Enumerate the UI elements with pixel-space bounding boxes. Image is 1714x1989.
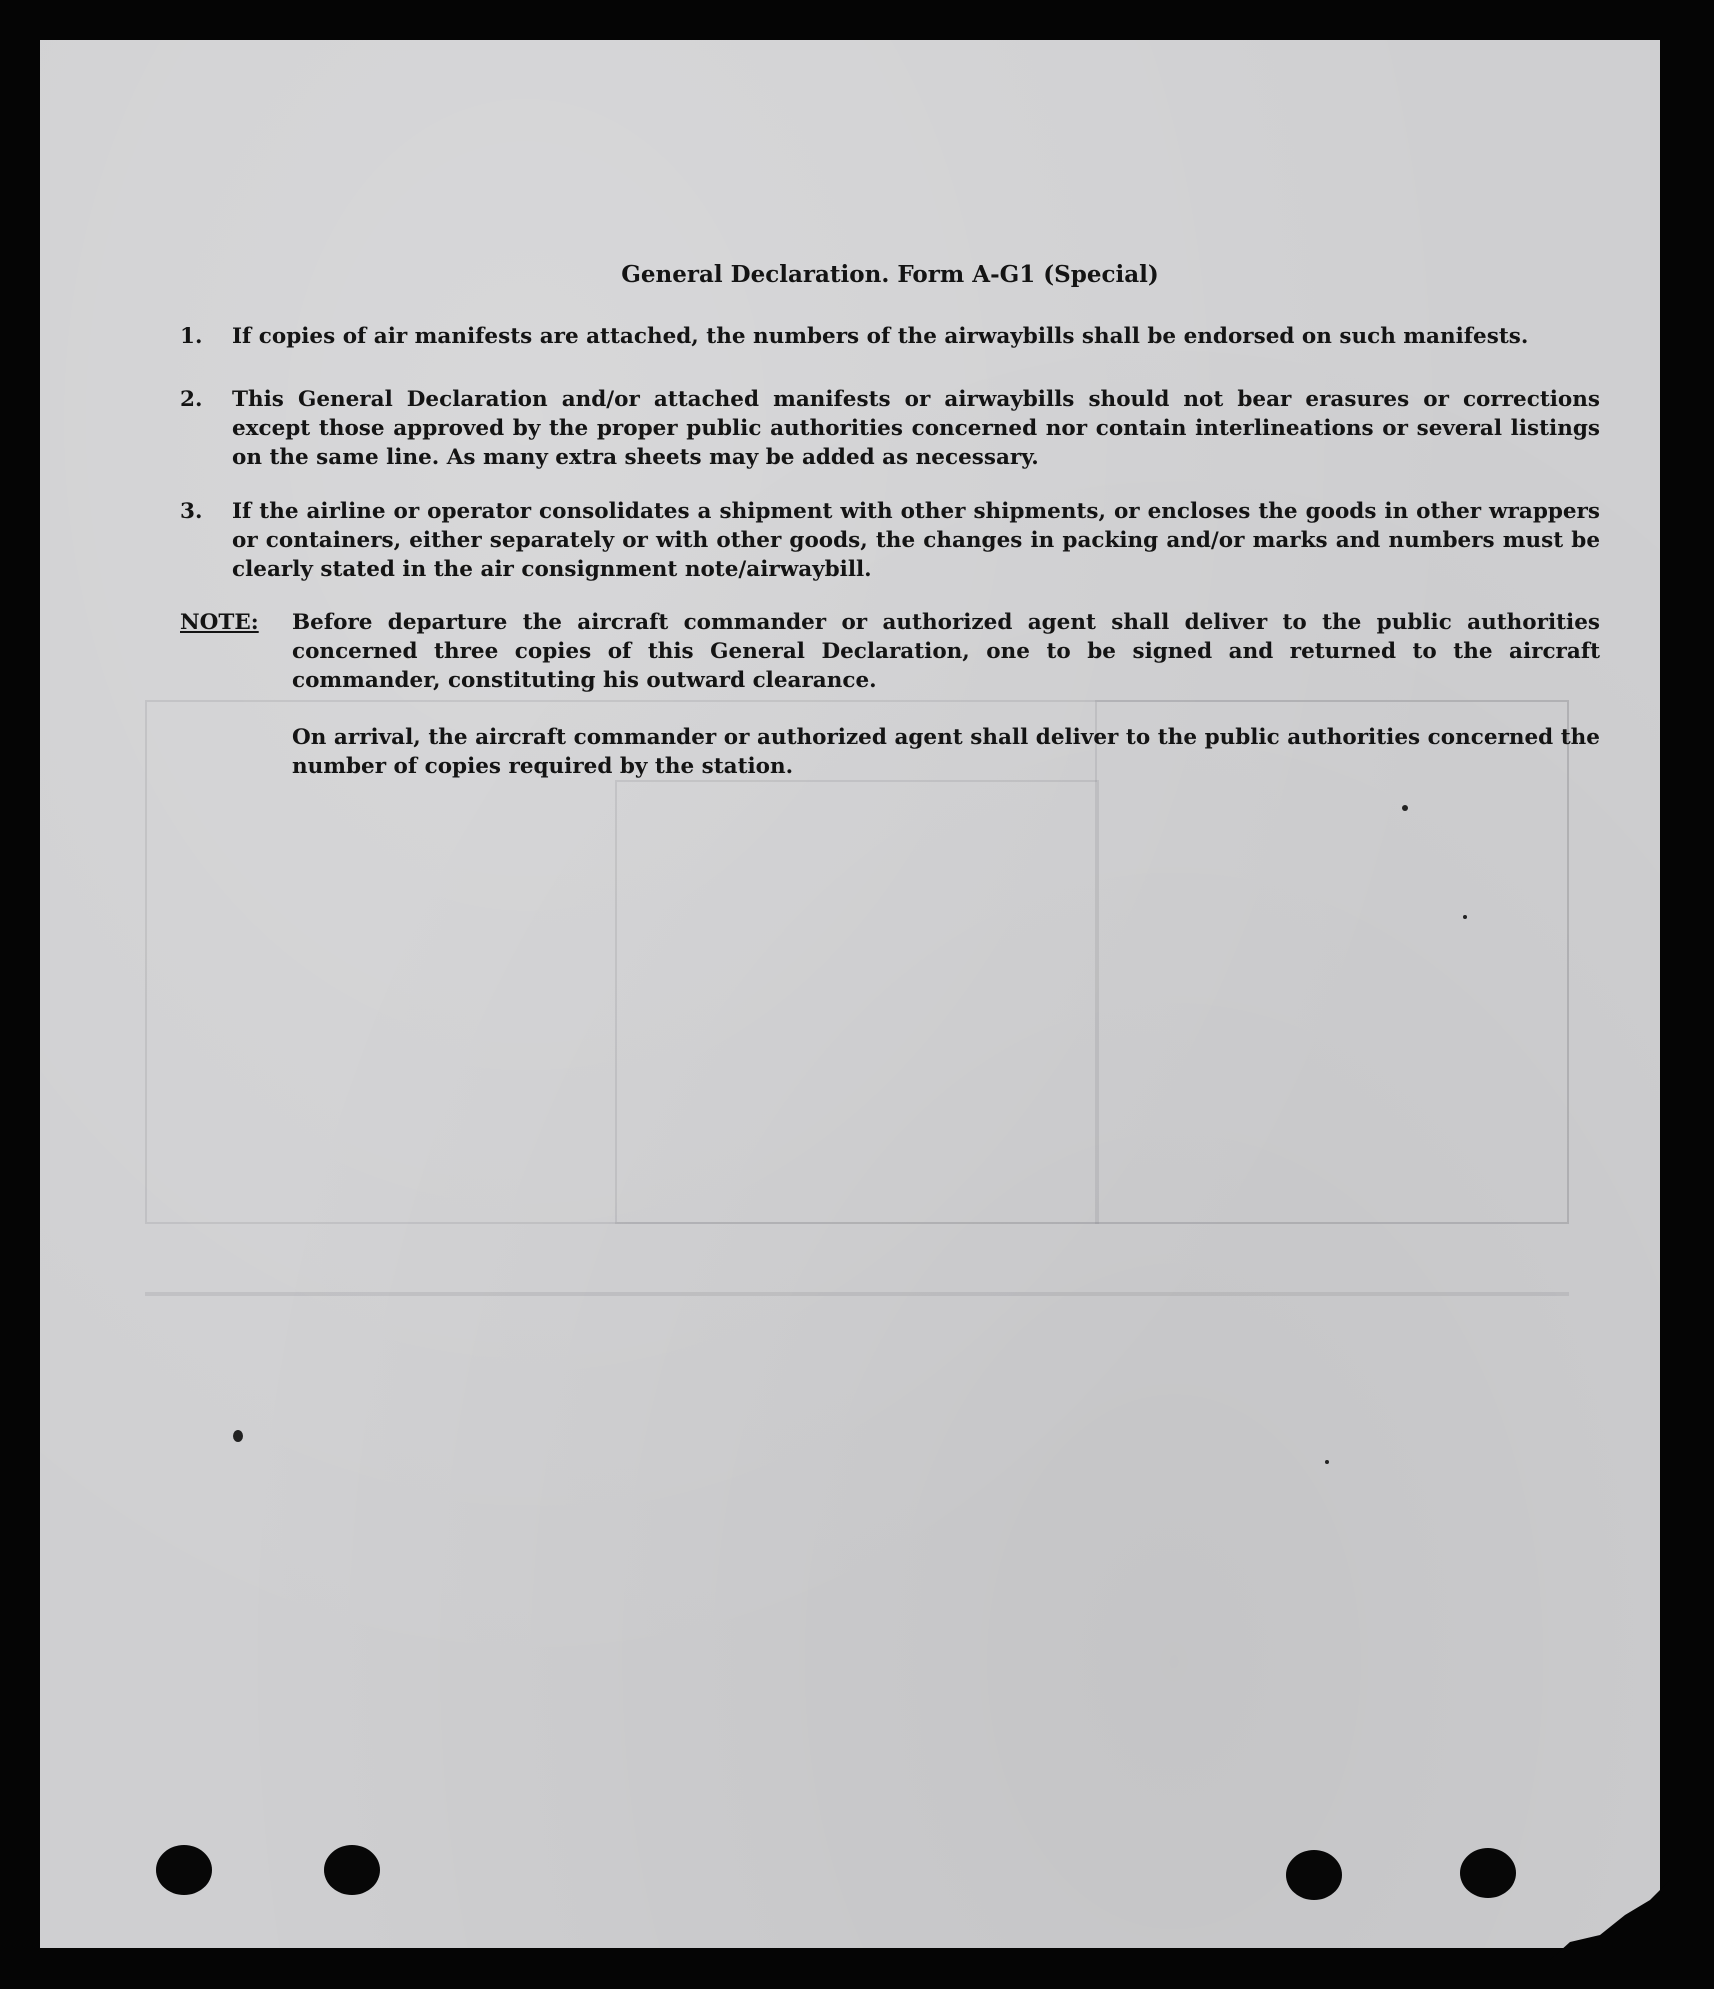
punch-hole [1460, 1848, 1516, 1898]
ink-speck [1325, 1460, 1329, 1464]
punch-hole [156, 1845, 212, 1895]
bleed-through-rule [145, 1292, 1569, 1296]
note-label: NOTE: [180, 610, 259, 635]
punch-hole [1286, 1850, 1342, 1900]
item-text: If the airline or operator consolidates a shipment with other shipments, or encloses the goods in other wrappers or containers, either separately or with other goods, the changes in packing and/or marks and numbers must be clearly stated in the air consignment note/airwaybill. [232, 499, 1600, 582]
punch-hole [324, 1845, 380, 1895]
item-text: If copies of air manifests are attached, the numbers of the airwaybills shall be endorsed on such manifests. [232, 324, 1529, 349]
torn-corner [1530, 1880, 1670, 1960]
ink-speck [1402, 805, 1408, 811]
bleed-through-table-inner [615, 780, 1099, 1224]
instruction-item-2 [180, 385, 1600, 472]
note-paragraph-2: On arrival, the aircraft commander or authorized agent shall deliver to the public authorities concerned the number of copies required by the station. [292, 725, 1600, 779]
ink-speck [233, 1430, 243, 1442]
instruction-item-3 [180, 497, 1600, 584]
note-paragraph-1: Before departure the aircraft commander or authorized agent shall deliver to the public authorities concerned three copies of this General Declaration, one to be signed and returned to the aircraft commander, constituting his outward clearance. [292, 610, 1600, 693]
item-number: 1. [180, 324, 203, 349]
document-page [40, 40, 1660, 1948]
item-number: 2. [180, 387, 203, 412]
item-number: 3. [180, 499, 203, 524]
ink-speck [1463, 915, 1467, 919]
note-section-arrival [180, 723, 1600, 781]
note-section [180, 608, 1600, 695]
item-text: This General Declaration and/or attached manifests or airwaybills should not bear erasures or corrections except those approved by the proper public authorities concerned nor contain interlineations or several listings on the same line. As many extra sheets may be added as necessary. [232, 387, 1600, 470]
form-title: General Declaration. Form A-G1 (Special) [621, 261, 1159, 288]
instruction-item-1 [180, 322, 1600, 351]
